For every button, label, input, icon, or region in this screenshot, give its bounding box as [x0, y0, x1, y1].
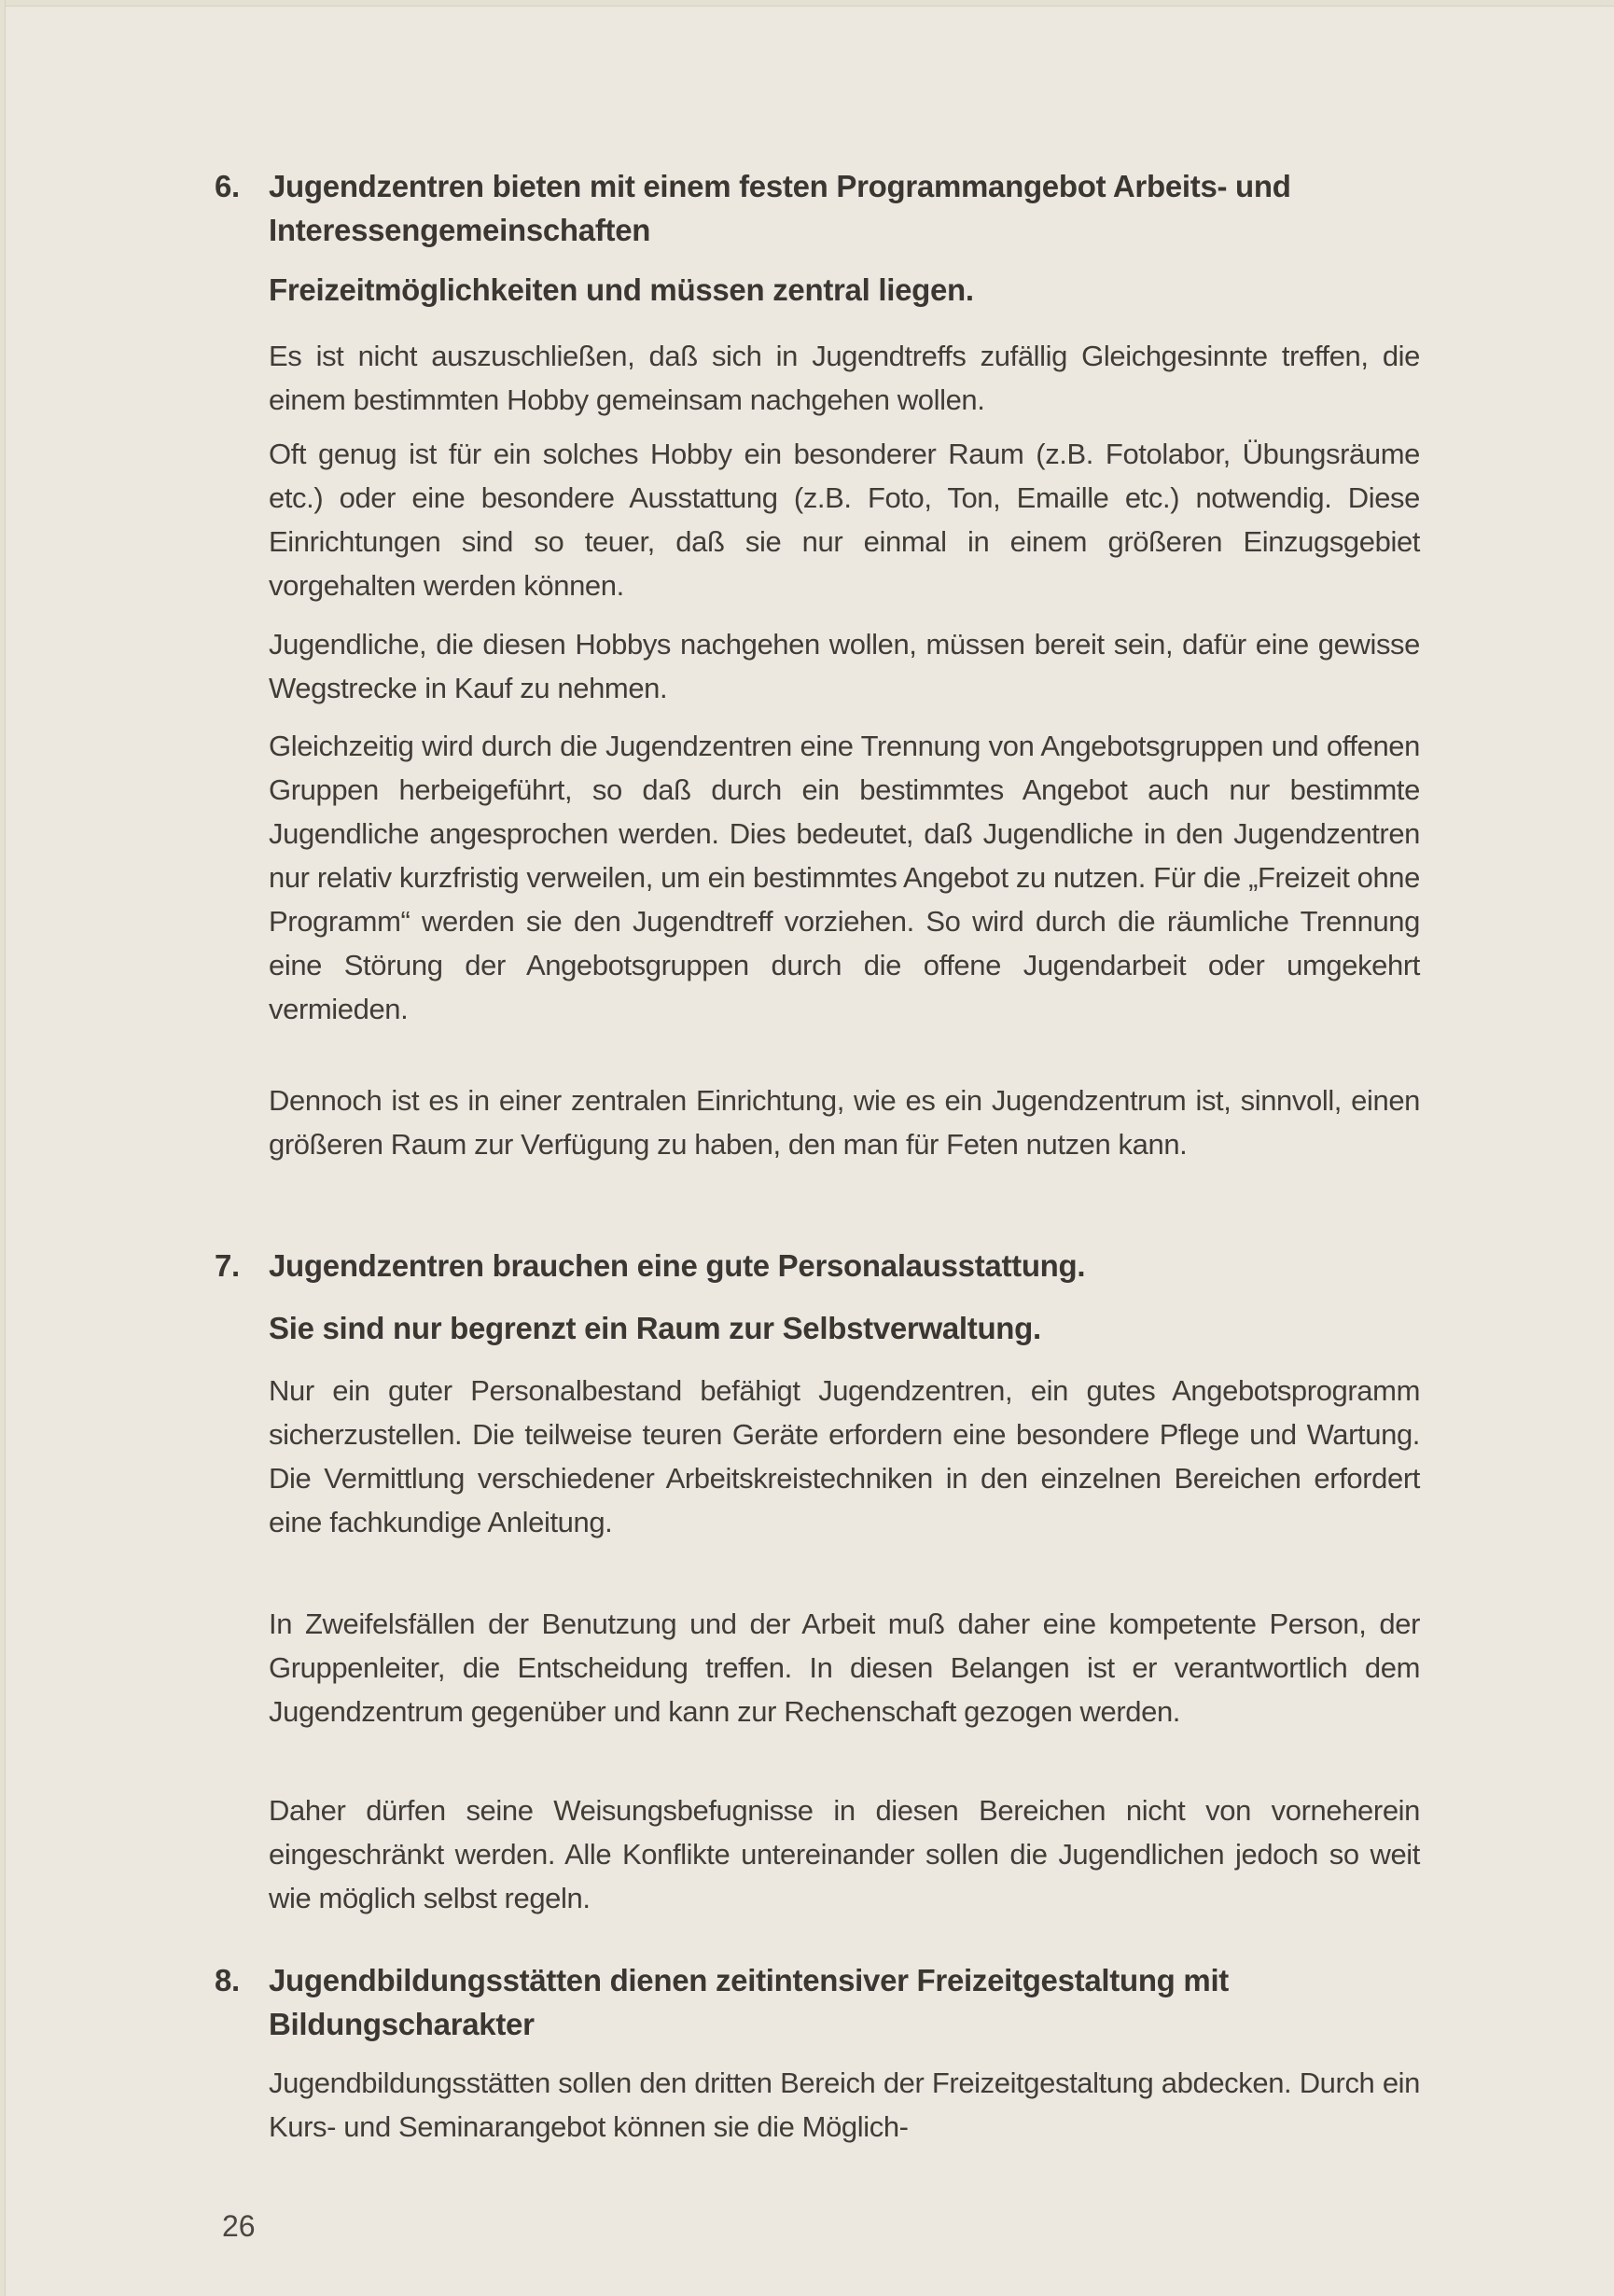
paragraph: Daher dürfen seine Weisungsbefugnisse in diesen Bereichen nicht von vorneherein eingeschränkt werden. Alle Konflikte untereinander sollen die Jugendlichen jedoch so weit wie möglich selbst regeln. [269, 1794, 1420, 1914]
section-title: Jugendzentren brauchen eine gute Personalausstattung. [269, 1248, 1086, 1283]
section-number: 8. [215, 1963, 240, 1997]
page-edge-top [0, 0, 1614, 7]
paragraph: Jugendliche, die diesen Hobbys nachgehen wollen, müssen bereit sein, dafür eine gewisse Wegstrecke in Kauf zu nehmen. [269, 628, 1420, 704]
section-6-heading [215, 164, 1427, 252]
section-number: 6. [215, 169, 240, 203]
section-title: Jugendzentren bieten mit einem festen Programmangebot Arbeits- und Interessengemeinschaften [269, 169, 1291, 247]
section-8-heading [215, 1958, 1427, 2046]
paragraph: Dennoch ist es in einer zentralen Einrichtung, wie es ein Jugendzentrum ist, sinnvoll, einen größeren Raum zur Verfügung zu haben, den man für Feten nutzen kann. [269, 1084, 1420, 1161]
section-number: 7. [215, 1248, 240, 1283]
paragraph: Gleichzeitig wird durch die Jugendzentren eine Trennung von Angebotsgruppen und offenen Gruppen herbeigeführt, so daß durch ein bestimmtes Angebot auch nur bestimmte Jugendliche angesprochen werden. Dies bedeutet, daß Jugendliche in den Jugendzentren nur relativ kurzfristig verweilen, um ein bestimmtes Angebot zu nutzen. Für die „Freizeit ohne Programm“ werden sie den Jugendtreff vorziehen. So wird durch die räumliche Trennung eine Störung der Angebotsgruppen durch die offene Jugendarbeit oder umgekehrt vermieden. [269, 730, 1420, 1025]
page-number: 26 [222, 2209, 256, 2243]
paragraph: Nur ein guter Personalbestand befähigt Jugendzentren, ein gutes Angebotsprogramm sicherzustellen. Die teilweise teuren Geräte erfordern eine besondere Pflege und Wartung. Die Vermittlung verschiedener Arbeitskreistechniken in den einzelnen Bereichen erfordert eine fachkundige Anleitung. [269, 1374, 1420, 1538]
paragraph: Jugendbildungsstätten sollen den dritten Bereich der Freizeitgestaltung abdecken. Durch ein Kurs- und Seminarangebot können sie die Möglich- [269, 2066, 1420, 2143]
paragraph: In Zweifelsfällen der Benutzung und der Arbeit muß daher eine kompetente Person, der Gruppenleiter, die Entscheidung treffen. In diesen Belangen ist er verantwortlich dem Jugendzentrum gegenüber und kann zur Rechenschaft gezogen werden. [269, 1607, 1420, 1728]
section-title: Jugendbildungsstätten dienen zeitintensiver Freizeitgestaltung mit Bildungscharakter [269, 1963, 1229, 2041]
paragraph: Es ist nicht auszuschließen, daß sich in Jugendtreffs zufällig Gleichgesinnte treffen, die einem bestimmten Hobby gemeinsam nachgehen wollen. [269, 340, 1420, 416]
section-7-subheading: Sie sind nur begrenzt ein Raum zur Selbstverwaltung. [269, 1311, 1041, 1345]
section-6-subheading: Freizeitmöglichkeiten und müssen zentral liegen. [269, 272, 974, 307]
paragraph: Oft genug ist für ein solches Hobby ein besonderer Raum (z.B. Fotolabor, Übungsräume etc.) oder eine besondere Ausstattung (z.B. Foto, Ton, Emaille etc.) notwendig. Diese Einrichtungen sind so teuer, daß sie nur einmal in einem größeren Einzugsgebiet vorgehalten werden können. [269, 438, 1420, 602]
page-edge-left [0, 0, 6, 2296]
section-7-heading [215, 1244, 1427, 1287]
